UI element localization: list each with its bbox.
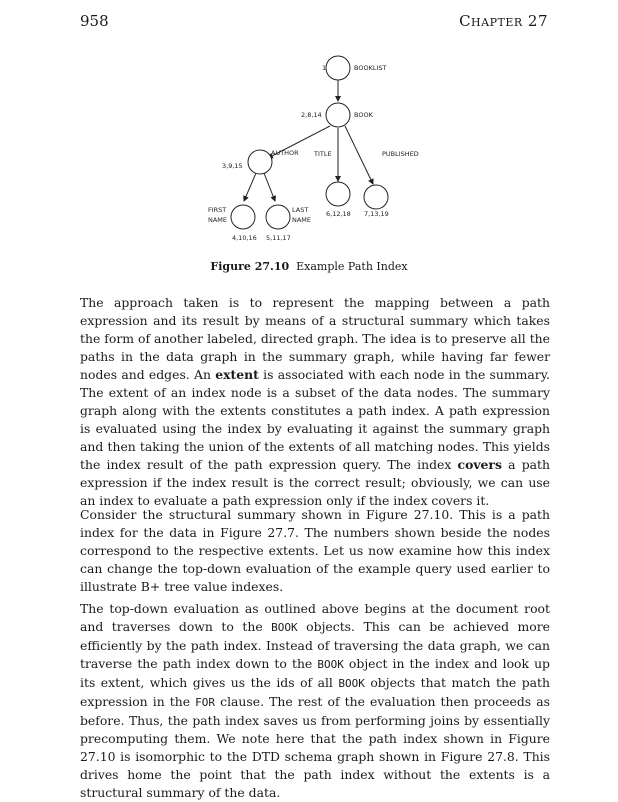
label-published-extent: 7,13,19	[364, 210, 389, 218]
node-published	[364, 185, 388, 209]
node-booklist	[326, 56, 350, 80]
label-lastname-extent: 5,11,17	[266, 234, 291, 242]
p1-text-3: a path expression if the index result is the correct result; obviously, we can use an index to evaluate a path expression only if the index covers it.	[80, 457, 551, 508]
label-title-extent: 6,12,18	[326, 210, 351, 218]
node-author	[248, 150, 272, 174]
node-book	[326, 103, 350, 127]
paragraph-path-index-approach	[80, 294, 550, 510]
label-booklist-extent: 1	[322, 64, 327, 72]
label-title: TITLE	[314, 150, 332, 158]
label-published: PUBLISHED	[382, 150, 419, 158]
p1-text-2: is associated with each node in the summary. The extent of an index node is a subset of the data nodes. The summary graph along with the extents constitutes a path index. A path expression is evaluated using the index by evaluating it against the summary graph and then taking the union of the extents of all matching nodes. This yields the index result of the path expression query. The index	[80, 367, 550, 472]
p3-text-5: clause. The rest of the evaluation then proceeds as before. Thus, the path index saves us from performing joins by essentially precomputing them. We note here that the path index shown in Figure 27.10 is isomorphic to the DTD schema graph shown in Figure 27.8. This drives home the point that the path index without the extents is a structural summary of the data.	[80, 694, 550, 800]
figure-caption	[0, 260, 618, 273]
figure-caption-text: Example Path Index	[296, 260, 408, 273]
p3-text-1: The top-down evaluation as outlined above begins at the document root and traverses down to the	[80, 601, 550, 634]
figure-caption-label: Figure 27.10	[210, 260, 290, 273]
edge-author-lastname	[264, 173, 275, 201]
code-book-3: BOOK	[338, 677, 365, 690]
p3-text-3: object in the index and look up its extent, which gives us the ids of all	[80, 656, 550, 690]
node-title	[326, 182, 350, 206]
term-covers: covers	[457, 457, 502, 472]
label-lastname-line2: NAME	[292, 216, 312, 224]
label-author-extent: 3,9,15	[222, 162, 243, 170]
label-booklist: BOOKLIST	[354, 64, 387, 72]
chapter-header: Chapter 27	[459, 12, 548, 30]
p3-text-2: objects. This can be achieved more efficiently by the path index. Instead of traversing the data graph, we can traverse the path index down to the	[80, 619, 550, 671]
edge-author-firstname	[244, 173, 256, 201]
label-firstname-line1: FIRST	[208, 206, 227, 214]
label-author: AUTHOR	[271, 149, 299, 157]
code-book-2: BOOK	[317, 658, 344, 671]
label-firstname-line2: NAME	[208, 216, 228, 224]
node-firstname	[231, 205, 255, 229]
page-number: 958	[80, 12, 109, 30]
label-book: BOOK	[354, 111, 373, 119]
label-book-extent: 2,8,14	[301, 111, 322, 119]
node-lastname	[266, 205, 290, 229]
term-extent: extent	[215, 367, 259, 382]
label-lastname-line1: LAST	[292, 206, 309, 214]
p1-text-1: The approach taken is to represent the mapping between a path expression and its result by means of a structural summary which takes the form of another labeled, directed graph. The idea is to preserve all the paths in the data graph in the summary graph, while having far fewer nodes and edges. An	[80, 295, 550, 382]
path-index-diagram	[0, 0, 618, 260]
code-for: FOR	[195, 696, 216, 709]
label-firstname-extent: 4,10,16	[232, 234, 257, 242]
paragraph-top-down-evaluation	[80, 600, 550, 802]
code-book-1: BOOK	[271, 621, 298, 634]
p3-text-4: objects that match the path expression in the	[80, 675, 551, 709]
paragraph-structural-summary: Consider the structural summary shown in Figure 27.10. This is a path index for the data in Figure 27.7. The numbers shown beside the nodes correspond to the respective extents. Let us now examine how this index can change the top-down evaluation of the example query used earlier to illustrate B+ tree value indexes.	[80, 507, 550, 594]
edge-book-published	[345, 126, 373, 184]
